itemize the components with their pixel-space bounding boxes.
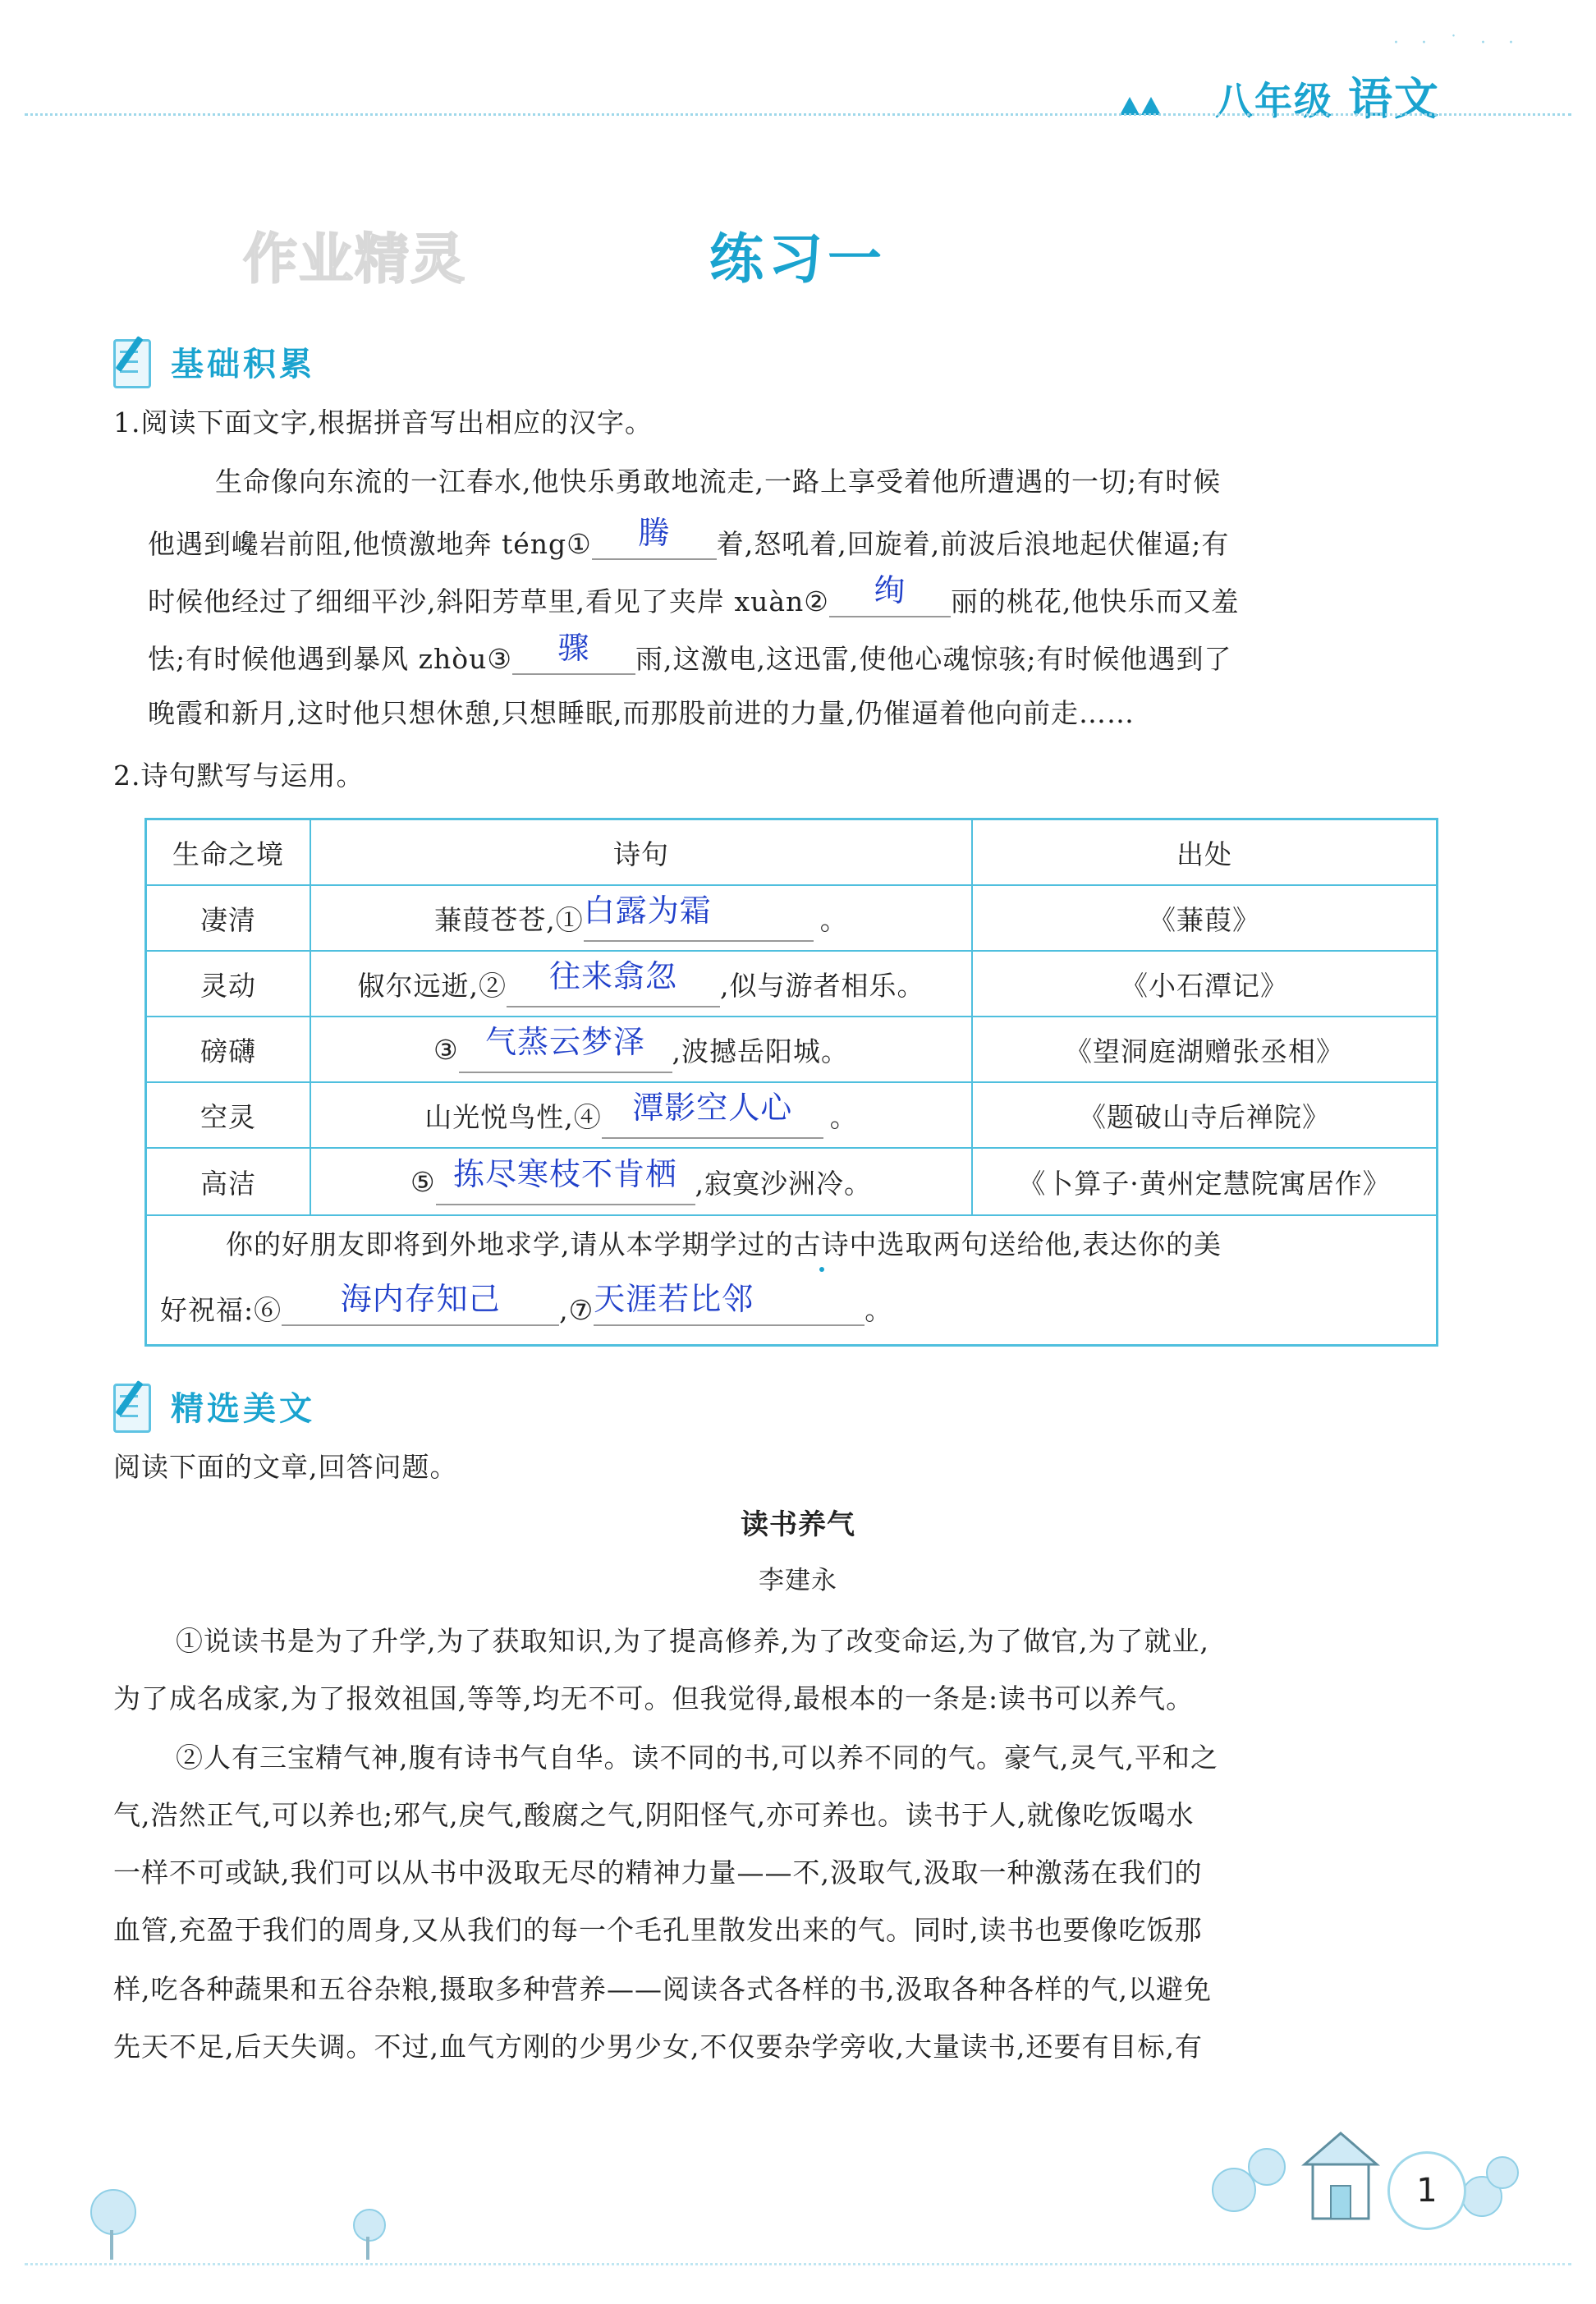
section-heading-basics (113, 332, 315, 391)
handwritten-answer: 白露为霜 (583, 892, 712, 929)
table-header-source: 出处 (1176, 838, 1232, 870)
handwritten-answer: 往来翕忽 (548, 957, 677, 994)
page-title: 练习一 (709, 227, 887, 291)
verse-answer-blank[interactable] (583, 892, 814, 942)
handwritten-answer: 绚 (874, 572, 906, 608)
task-text: ,⑦ (559, 1294, 594, 1326)
table-verse-cell (311, 1083, 971, 1147)
q1-text-line (148, 515, 1230, 560)
page-number: 1 (1387, 2151, 1466, 2230)
task-answer-blank-6[interactable] (282, 1281, 559, 1326)
q2-task-line (160, 1281, 893, 1326)
header-subject: 语文 (1348, 73, 1440, 125)
q1-text-segment: 雨,这激电,这迅雷,使他心魂惊骇;有时候他遇到了 (635, 643, 1232, 675)
poetry-table (144, 818, 1438, 1347)
tree-icon (353, 2209, 386, 2242)
task-emphasis: 古诗 (793, 1228, 850, 1260)
table-verse-cell (311, 886, 971, 950)
handwritten-answer: 天涯若比邻 (594, 1281, 754, 1317)
q1-text-line: 晚霞和新月,这时他只想休憩,只想睡眠,而那股前进的力量,仍催逼着他向前走…… (148, 697, 1135, 729)
article-line: 血管,充盈于我们的周身,又从我们的每一个毛孔里散发出来的气。同时,读书也要像吃饭那 (113, 1914, 1203, 1946)
article-line: 一样不可或缺,我们可以从书中汲取无尽的精神力量——不,汲取气,汲取一种激荡在我们的 (113, 1857, 1203, 1889)
verse-text: ,波撼岳阳城。 (672, 1035, 850, 1067)
task-answer-blank-7[interactable] (594, 1281, 864, 1326)
table-verse-cell (311, 1149, 971, 1214)
table-source-cell: 《卜算子·黄州定慧院寓居作》 (1018, 1167, 1391, 1200)
article-line: ②人有三宝精气神,腹有诗书气自华。读不同的书,可以养不同的气。豪气,灵气,平和之 (176, 1742, 1218, 1774)
section-heading-label: 精选美文 (171, 1389, 315, 1428)
table-realm-cell: 凄清 (200, 903, 256, 936)
task-text: 。 (864, 1294, 893, 1326)
notepad-pen-icon (113, 1380, 156, 1431)
tree-icon (1486, 2156, 1519, 2189)
house-icon (1301, 2132, 1380, 2222)
task-text: 你的好朋友即将到外地求学,请从本学期学过的 (226, 1228, 794, 1260)
tree-icon (1248, 2148, 1286, 2186)
q1-text-segment: 他遇到巉岩前阻,他愤激地奔 téng① (148, 528, 592, 560)
handwritten-answer: 海内存知己 (340, 1281, 501, 1317)
verse-answer-blank[interactable] (436, 1155, 695, 1205)
q1-text-segment: 着,怒吼着,回旋着,前波后浪地起伏催逼;有 (716, 528, 1230, 560)
q2-task-line (226, 1228, 1222, 1260)
verse-text: ⑤ (410, 1165, 436, 1198)
article-line: 样,吃各种蔬果和五谷杂粮,摄取多种营养——阅读各式各样的书,汲取各种各样的气,以避免 (113, 1973, 1212, 2005)
header-grade: 八年级 (1215, 79, 1333, 123)
q1-text-segment: 时候他经过了细细平沙,斜阳芳草里,看见了夹岸 xuàn② (148, 585, 829, 617)
verse-answer-blank[interactable] (602, 1089, 823, 1139)
verse-text: 俶尔远逝,② (357, 969, 507, 1002)
q1-prompt: 1.阅读下面文字,根据拼音写出相应的汉字。 (113, 406, 653, 438)
article-line: ①说读书是为了升学,为了获取知识,为了提高修养,为了改变命运,为了做官,为了就业, (176, 1625, 1209, 1657)
answer-blank-3[interactable] (512, 630, 635, 675)
article-author: 李建永 (759, 1566, 837, 1595)
notepad-pen-icon (113, 336, 156, 387)
handwritten-answer: 骤 (557, 630, 590, 666)
table-header-verse: 诗句 (613, 838, 669, 870)
handwritten-answer: 腾 (638, 515, 671, 551)
handwritten-answer: 潭影空人心 (632, 1089, 793, 1126)
article-line: 先天不足,后天失调。不过,血气方刚的少男少女,不仅要杂学旁收,大量读书,还要有目标,有 (113, 2031, 1203, 2063)
reading-prompt: 阅读下面的文章,回答问题。 (113, 1451, 458, 1483)
table-realm-cell: 高洁 (200, 1167, 256, 1200)
q1-text-segment: 丽的桃花,他快乐而又羞 (950, 585, 1240, 617)
article-line: 为了成名成家,为了报效祖国,等等,均无不可。但我觉得,最根本的一条是:读书可以养气。 (113, 1682, 1195, 1714)
header-triangle-icon (1141, 97, 1161, 115)
table-realm-cell: 磅礴 (200, 1035, 256, 1067)
verse-answer-blank[interactable] (459, 1023, 672, 1073)
q1-text-line: 生命像向东流的一江春水,他快乐勇敢地流走,一路上享受着他所遭遇的一切;有时候 (215, 466, 1222, 498)
tree-icon (90, 2189, 136, 2235)
table-realm-cell: 灵动 (200, 969, 256, 1002)
verse-text: 蒹葭苍苍,① (434, 903, 584, 936)
header-triangle-icon (1120, 97, 1140, 115)
handwritten-answer: 气蒸云梦泽 (485, 1023, 646, 1060)
table-source-cell: 《望洞庭湖赠张丞相》 (1065, 1035, 1344, 1067)
task-text: 好祝福:⑥ (160, 1294, 282, 1326)
section-heading-label: 基础积累 (171, 345, 315, 383)
tree-trunk (366, 2237, 369, 2260)
footer-ground-line (25, 2263, 1571, 2265)
q2-prompt: 2.诗句默写与运用。 (113, 760, 365, 792)
table-divider (147, 1214, 1436, 1216)
task-text: 中选取两句送给他,表达你的美 (849, 1228, 1222, 1260)
verse-text: ,似与游者相乐。 (720, 969, 925, 1002)
watermark: 作业精灵 (243, 227, 466, 291)
table-realm-cell: 空灵 (200, 1100, 256, 1133)
header-sparkle-decoration: · · ˙ · · (1393, 33, 1522, 53)
table-source-cell: 《题破山寺后禅院》 (1079, 1100, 1330, 1133)
verse-text: ,寂寞沙洲冷。 (695, 1167, 873, 1200)
handwritten-answer: 拣尽寒枝不肯栖 (453, 1155, 678, 1192)
table-source-cell: 《蒹葭》 (1149, 903, 1260, 936)
q1-text-line (148, 630, 1232, 675)
article-title: 读书养气 (741, 1508, 855, 1541)
verse-text: 山光悦鸟性,④ (424, 1100, 602, 1133)
header-grade-subject (1215, 64, 1440, 127)
q1-text-segment: 怯;有时候他遇到暴风 zhòu③ (148, 643, 512, 675)
table-verse-cell (311, 1017, 971, 1081)
answer-blank-2[interactable] (829, 572, 951, 617)
table-header-realm: 生命之境 (172, 838, 284, 870)
verse-answer-blank[interactable] (507, 957, 720, 1007)
tree-trunk (110, 2230, 113, 2260)
article-line: 气,浩然正气,可以养也;邪气,戾气,酸腐之气,阴阳怪气,亦可养也。读书于人,就像吃饭喝水 (113, 1799, 1195, 1831)
q1-text-line (148, 572, 1240, 617)
verse-text: 。 (829, 1100, 858, 1133)
section-heading-reading (113, 1376, 315, 1435)
verse-text: ③ (433, 1033, 459, 1066)
table-verse-cell (311, 952, 971, 1016)
table-source-cell: 《小石潭记》 (1121, 969, 1288, 1002)
header-divider (25, 113, 1571, 116)
answer-blank-1[interactable] (592, 515, 717, 560)
verse-text: 。 (819, 903, 848, 936)
